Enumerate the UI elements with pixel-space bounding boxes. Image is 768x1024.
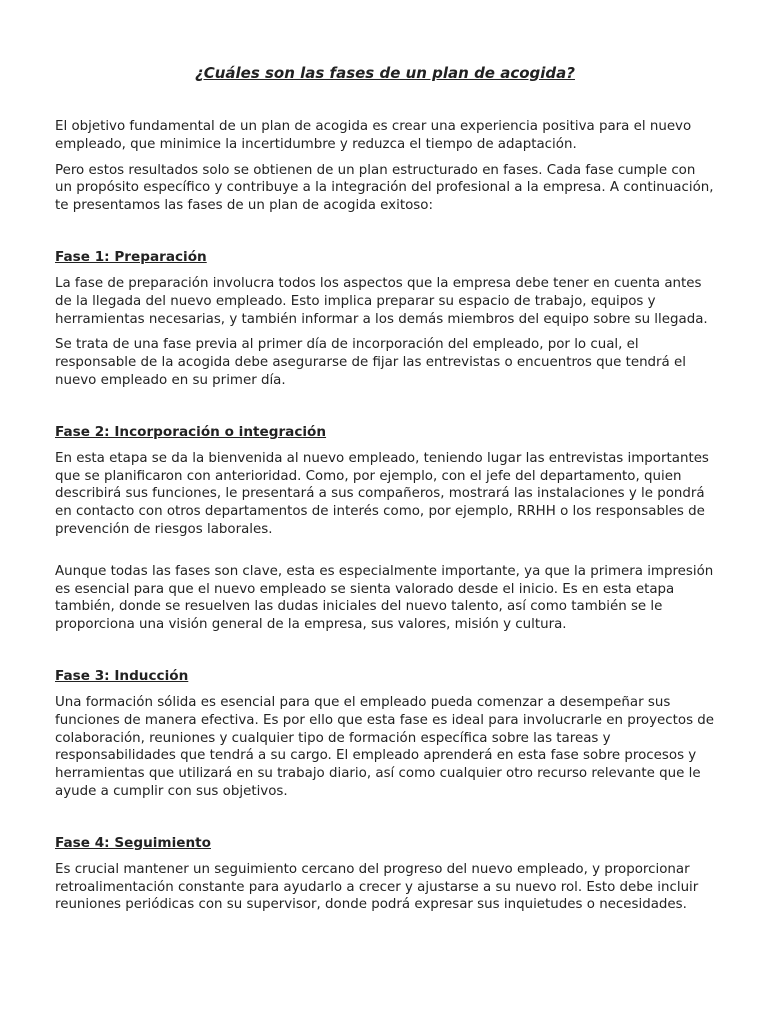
intro-paragraph: El objetivo fundamental de un plan de acogida es crear una experiencia positiva para el nuevo empleado, que minimice la incertidumbre y reduzca el tiempo de adaptación. bbox=[55, 119, 692, 152]
section-heading-fase-1: Fase 1: Preparación bbox=[55, 248, 207, 265]
section-heading-fase-4: Fase 4: Seguimiento bbox=[55, 834, 211, 851]
section-paragraph: En esta etapa se da la bienvenida al nuevo empleado, teniendo lugar las entrevistas importantes que se planificaron con anterioridad. Como, por ejemplo, con el jefe del departamento, quien describirá sus funciones, le presentará a sus compañeros, mostrará las instalaciones y le pondrá en contacto con otros departamentos de interés como, por ejemplo, RRHH o los responsables de prevención de riesgos laborales. bbox=[55, 450, 709, 537]
document-title: ¿Cuáles son las fases de un plan de acogida? bbox=[195, 64, 575, 82]
document-page bbox=[55, 62, 715, 914]
section-heading-fase-3: Fase 3: Inducción bbox=[55, 667, 189, 684]
section-paragraph: Aunque todas las fases son clave, esta es especialmente importante, ya que la primera impresión es esencial para que el nuevo empleado se sienta valorado desde el inicio. Es en esta etapa también, donde se resuelven las dudas iniciales del nuevo talento, así como también se le proporciona una visión general de la empresa, sus valores, misión y cultura. bbox=[55, 563, 714, 633]
section-paragraph: Es crucial mantener un seguimiento cercano del progreso del nuevo empleado, y proporcionar retroalimentación constante para ayudarlo a crecer y ajustarse a su nuevo rol. Esto debe incluir reuniones periódicas con su supervisor, donde podrá expresar sus inquietudes o necesidades. bbox=[55, 861, 699, 913]
section-heading-fase-2: Fase 2: Incorporación o integración bbox=[55, 423, 327, 440]
section-paragraph: Una formación sólida es esencial para que el empleado pueda comenzar a desempeñar sus funciones de manera efectiva. Es por ello que esta fase es ideal para involucrarle en proyectos de colaboración, reuniones y cualquier tipo de formación específica sobre las tareas y responsabilidades que tendrá a su cargo. El empleado aprenderá en esta fase sobre procesos y herramientas que utilizará en su trabajo diario, así como cualquier otro recurso relevante que le ayude a cumplir con sus objetivos. bbox=[55, 694, 715, 799]
section-paragraph: La fase de preparación involucra todos los aspectos que la empresa debe tener en cuenta antes de la llegada del nuevo empleado. Esto implica preparar su espacio de trabajo, equipos y herramientas necesarias, y también informar a los demás miembros del equipo sobre su llegada. bbox=[55, 275, 708, 327]
section-paragraph: Se trata de una fase previa al primer día de incorporación del empleado, por lo cual, el responsable de la acogida debe asegurarse de fijar las entrevistas o encuentros que tendrá el nuevo empleado en su primer día. bbox=[55, 337, 686, 388]
intro-paragraph: Pero estos resultados solo se obtienen de un plan estructurado en fases. Cada fase cumple con un propósito específico y contribuye a la integración del profesional a la empresa. A continuación, te presentamos las fases de un plan de acogida exitoso: bbox=[55, 162, 714, 214]
